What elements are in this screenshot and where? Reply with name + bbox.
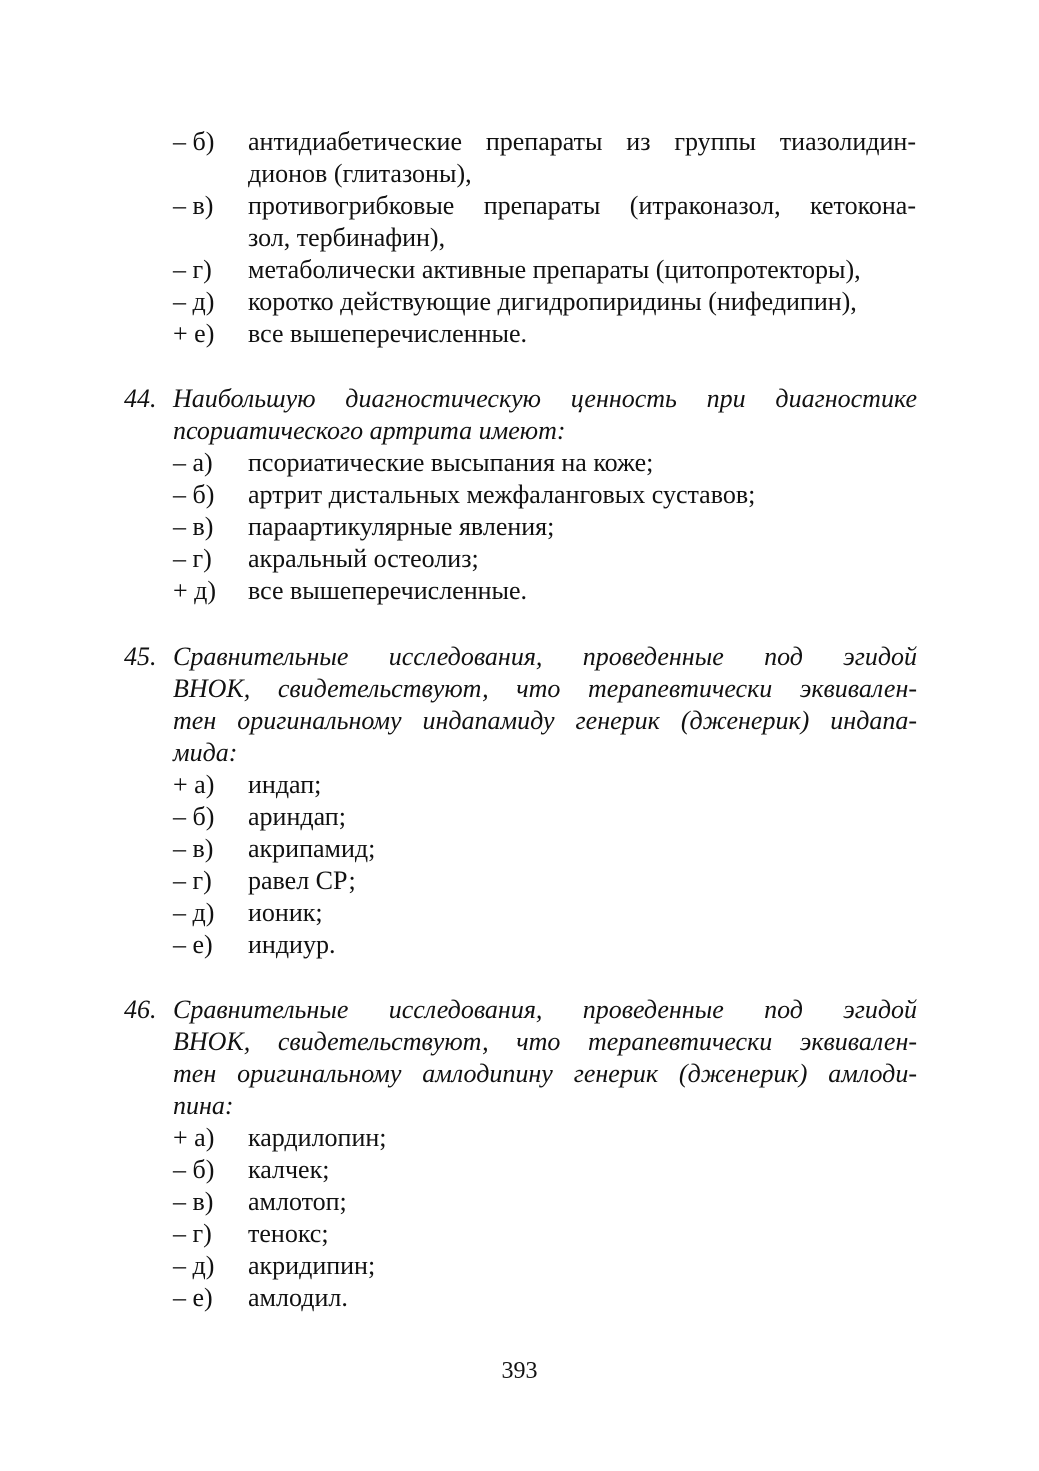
list-item: [173, 897, 918, 929]
option-text: противогрибковые препараты (итраконазол, кетокона-: [248, 191, 916, 220]
list-item: [173, 447, 918, 479]
question-number: 45.: [124, 642, 157, 671]
list-item: [173, 1154, 918, 1186]
question-number: 44.: [124, 384, 157, 413]
option-marker: + д): [173, 576, 217, 605]
option-text: тенокс;: [248, 1219, 329, 1248]
list-item: [173, 865, 918, 897]
option-text: псориатические высыпания на коже;: [248, 448, 654, 477]
question-text: Наибольшую диагностическую ценность при диагностике: [173, 384, 917, 413]
option-marker: – д): [173, 898, 215, 927]
option-text: коротко действующие дигидропиридины (нифедипин),: [248, 287, 857, 316]
option-marker: – г): [173, 544, 212, 573]
option-text: акридипин;: [248, 1251, 376, 1280]
option-marker: – д): [173, 287, 215, 316]
option-text: акрипамид;: [248, 834, 376, 863]
list-item: [173, 511, 918, 543]
list-item: [173, 833, 918, 865]
option-marker: + е): [173, 319, 215, 348]
option-text: все вышеперечисленные.: [248, 576, 528, 605]
list-item: [173, 1250, 918, 1282]
list-item: [173, 575, 918, 607]
option-text: параартикулярные явления;: [248, 512, 555, 541]
option-marker: – б): [173, 1155, 215, 1184]
list-item: [173, 1282, 918, 1314]
question-text: мида:: [173, 738, 238, 767]
option-text: метаболически активные препараты (цитопротекторы),: [248, 255, 861, 284]
option-text: индап;: [248, 770, 322, 799]
question-text: псориатического артрита имеют:: [173, 416, 566, 445]
option-text: равел СР;: [248, 866, 356, 895]
option-marker: – г): [173, 1219, 212, 1248]
option-marker: – б): [173, 127, 215, 156]
list-item: [173, 1218, 918, 1250]
list-item: [173, 479, 918, 511]
page-number: 393: [501, 1358, 538, 1384]
list-item: [173, 929, 918, 961]
option-text: все вышеперечисленные.: [248, 319, 528, 348]
question-text: Сравнительные исследования, проведенные под эгидой: [173, 642, 917, 671]
option-text: калчек;: [248, 1155, 330, 1184]
option-marker: – е): [173, 930, 213, 959]
list-item: [173, 801, 918, 833]
option-text: амлодил.: [248, 1283, 348, 1312]
option-g-previous: [173, 254, 918, 286]
question-text: Сравнительные исследования, проведенные под эгидой: [173, 995, 917, 1024]
option-marker: – б): [173, 802, 215, 831]
option-marker: – в): [173, 1187, 214, 1216]
option-text: артрит дистальных межфаланговых суставов;: [248, 480, 756, 509]
option-text: антидиабетические препараты из группы тиазолидин-: [248, 127, 916, 156]
list-item: [173, 1122, 918, 1154]
option-text-continuation: зол, тербинафин),: [248, 223, 446, 252]
option-text-continuation: дионов (глитазоны),: [248, 159, 472, 188]
option-marker: – б): [173, 480, 215, 509]
option-text: акральный остеолиз;: [248, 544, 479, 573]
option-marker: + а): [173, 770, 215, 799]
list-item: [173, 1186, 918, 1218]
question-text: ВНОК, свидетельствуют, что терапевтически эквивален-: [173, 674, 917, 703]
question-text: пина:: [173, 1091, 234, 1120]
list-item: [173, 769, 918, 801]
option-marker: – е): [173, 1283, 213, 1312]
option-e-previous: [173, 318, 918, 350]
option-text: ариндап;: [248, 802, 346, 831]
option-marker: – в): [173, 191, 214, 220]
question-number: 46.: [124, 995, 157, 1024]
question-text: ВНОК, свидетельствуют, что терапевтически эквивален-: [173, 1027, 917, 1056]
option-text: ионик;: [248, 898, 323, 927]
option-d-previous: [173, 286, 918, 318]
question-text: тен оригинальному индапамиду генерик (дженерик) индапа-: [173, 706, 917, 735]
option-text: кардилопин;: [248, 1123, 387, 1152]
option-marker: – д): [173, 1251, 215, 1280]
option-marker: – в): [173, 834, 214, 863]
option-marker: – г): [173, 255, 212, 284]
option-text: индиур.: [248, 930, 336, 959]
option-marker: + а): [173, 1123, 215, 1152]
option-marker: – а): [173, 448, 213, 477]
option-marker: – г): [173, 866, 212, 895]
option-text: амлотоп;: [248, 1187, 347, 1216]
list-item: [173, 543, 918, 575]
option-marker: – в): [173, 512, 214, 541]
question-text: тен оригинальному амлодипину генерик (дженерик) амлоди-: [173, 1059, 917, 1088]
